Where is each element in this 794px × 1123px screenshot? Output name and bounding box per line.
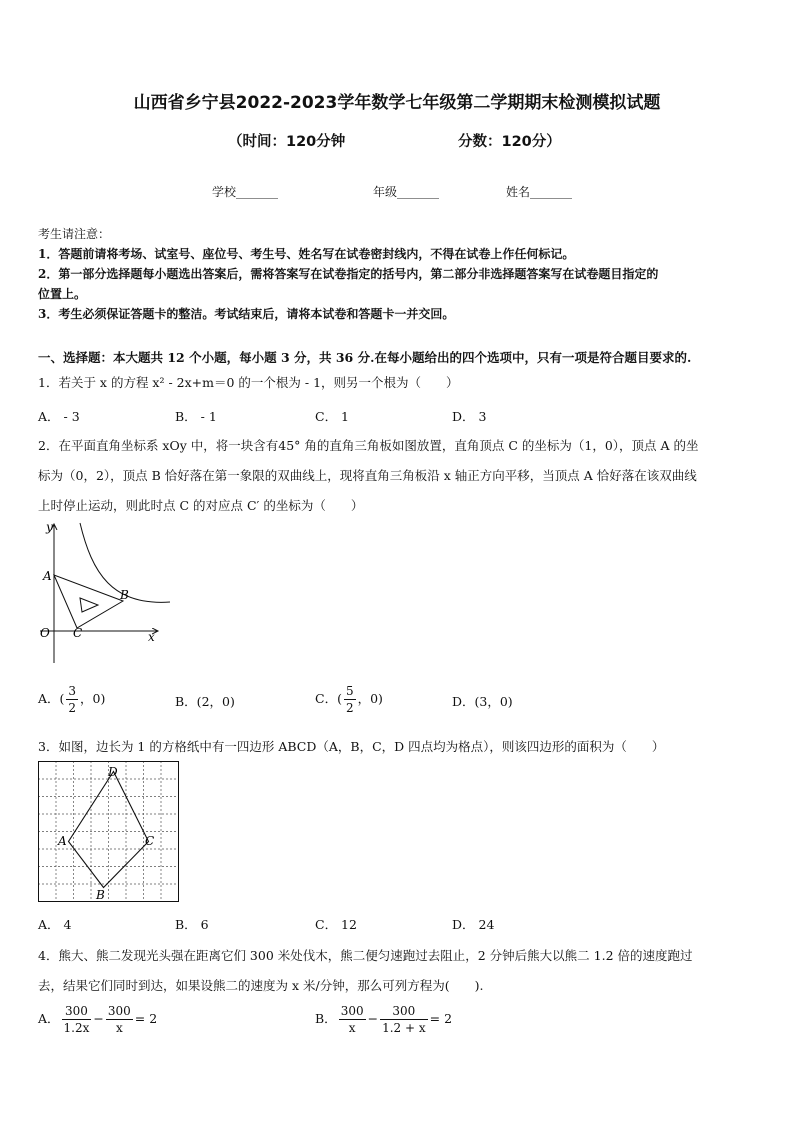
q4-b-rhs: = 2 xyxy=(429,1011,453,1026)
q4-b-den-1: x xyxy=(348,1021,356,1035)
q4-a-num-1: 300 xyxy=(62,1003,92,1020)
notice-block xyxy=(38,224,758,324)
label-a: A xyxy=(58,834,67,848)
question-2-line-3: 上时停止运动，则此时点 C 的对应点 C′ 的坐标为（ ） xyxy=(38,498,364,513)
q3-option-a: A． 4 xyxy=(38,917,72,932)
label-o: O xyxy=(40,626,50,640)
q2-option-d: D．(3，0) xyxy=(452,694,513,709)
q2-option-c-prefix: C．( xyxy=(315,691,342,706)
q3-option-d: D． 24 xyxy=(452,917,495,932)
label-b: B xyxy=(120,588,129,602)
exam-time: （时间：120分钟 xyxy=(228,134,346,150)
q4-option-a-frac-1 xyxy=(62,1003,92,1036)
label-c: C xyxy=(145,834,155,848)
notice-item-3: 3．考生必须保证答题卡的整洁。考试结束后，请将本试卷和答题卡一并交回。 xyxy=(38,307,455,321)
q2-option-a-numerator: 3 xyxy=(68,684,77,698)
q2-option-a-fraction xyxy=(66,683,78,716)
q2-option-a xyxy=(38,683,105,716)
label-x: x xyxy=(148,630,155,644)
q4-b-num-1: 300 xyxy=(340,1004,364,1018)
q4-a-minus: − xyxy=(93,1011,104,1026)
q2-option-a-prefix: A．( xyxy=(38,691,65,706)
q2-option-c xyxy=(315,683,383,716)
notice-item-1: 1．答题前请将考场、试室号、座位号、考生号、姓名写在试卷密封线内，不得在试卷上作任何标记。 xyxy=(38,247,575,261)
q3-grid-figure xyxy=(38,761,183,906)
q4-a-den-1: 1.2x xyxy=(63,1021,90,1035)
question-4-line-2: 去，结果它们同时到达，如果设熊二的速度为 x 米/分钟，那么可列方程为( ). xyxy=(38,978,484,993)
label-b: B xyxy=(96,888,105,902)
label-c: C xyxy=(73,626,83,640)
q4-option-b-frac-2 xyxy=(380,1003,428,1036)
q2-option-b: B．(2，0) xyxy=(175,694,235,709)
question-2-line-2: 标为（0，2），顶点 B 恰好落在第一象限的双曲线上，现将直角三角板沿 x 轴正方向平移，当顶点 A 恰好落在该双曲线 xyxy=(38,468,697,483)
question-3 xyxy=(38,732,760,762)
grid-lines xyxy=(38,761,179,902)
q2-figure xyxy=(30,518,180,668)
label-y: y xyxy=(46,520,53,534)
q4-option-b-label: B． xyxy=(315,1011,337,1026)
q2-option-a-suffix: ，0) xyxy=(80,691,106,706)
q2-option-c-numerator: 5 xyxy=(345,684,354,698)
grade-field: 年级_______ xyxy=(373,185,440,199)
school-field: 学校_______ xyxy=(212,185,279,199)
exam-score: 分数：120分） xyxy=(458,134,561,150)
name-field: 姓名_______ xyxy=(506,185,573,199)
q3-option-b: B． 6 xyxy=(175,917,209,932)
question-2-options xyxy=(38,683,758,719)
notice-item-2: 2．第一部分选择题每小题选出答案后，需将答案写在试卷指定的括号内，第二部分非选择题答案写在试卷题目指定的 xyxy=(38,267,659,281)
exam-title: 山西省乡宁县2022-2023学年数学七年级第二学期期末检测模拟试题 xyxy=(133,93,661,113)
q2-option-c-fraction xyxy=(344,683,356,716)
q1-option-a: A． - 3 xyxy=(38,409,80,424)
q4-option-a-label: A． xyxy=(38,1011,60,1026)
q4-a-den-2: x xyxy=(115,1021,123,1035)
question-3-text: 3．如图，边长为 1 的方格纸中有一四边形 ABCD（A，B，C，D 四点均为格点），则该四边形的面积为（ ） xyxy=(38,739,665,754)
question-3-options xyxy=(38,915,758,935)
q3-option-c: C． 12 xyxy=(315,917,357,932)
notice-item-2-cont: 位置上。 xyxy=(38,287,87,301)
question-1-options xyxy=(38,407,758,427)
label-a: A xyxy=(43,569,52,583)
question-4 xyxy=(38,941,760,1001)
question-1 xyxy=(38,368,760,398)
notice-heading: 考生请注意： xyxy=(38,227,111,241)
q4-option-b-frac-1 xyxy=(339,1003,366,1036)
q1-option-b: B． - 1 xyxy=(175,409,217,424)
q4-a-rhs: = 2 xyxy=(134,1011,158,1026)
q4-b-num-2: 300 xyxy=(380,1003,428,1020)
q2-option-c-suffix: ，0) xyxy=(357,691,383,706)
q4-option-a-frac-2 xyxy=(106,1003,133,1036)
q4-b-minus: − xyxy=(367,1011,379,1026)
question-4-line-1: 4．熊大、熊二发现光头强在距离它们 300 米处伐木，熊二便匀速跑过去阻止，2 分钟后熊大以熊二 1.2 倍的速度跑过 xyxy=(38,948,693,963)
question-4-options xyxy=(38,1003,758,1043)
question-2-line-1: 2．在平面直角坐标系 xOy 中，将一块含有45° 角的直角三角板如图放置，直角顶点 C 的坐标为（1，0），顶点 A 的坐 xyxy=(38,438,699,453)
q4-b-den-2: 1.2 + x xyxy=(382,1021,426,1035)
label-d: D xyxy=(108,765,118,779)
q4-option-b xyxy=(315,1003,452,1036)
question-1-text: 1．若关于 x 的方程 x² - 2x+m＝0 的一个根为 - 1，则另一个根为（ ） xyxy=(38,375,459,390)
q2-option-c-denominator: 2 xyxy=(345,701,354,715)
q1-option-c: C． 1 xyxy=(315,409,349,424)
section-heading: 一、选择题：本大题共 12 个小题，每小题 3 分，共 36 分.在每小题给出的四个选项中，只有一项是符合题目要求的. xyxy=(38,350,692,365)
q4-a-num-2: 300 xyxy=(107,1004,131,1018)
triangle-inner xyxy=(80,598,98,612)
q1-option-d: D． 3 xyxy=(452,409,487,424)
q2-option-a-denominator: 2 xyxy=(68,701,77,715)
question-2 xyxy=(38,431,760,521)
q4-option-a xyxy=(38,1003,157,1036)
